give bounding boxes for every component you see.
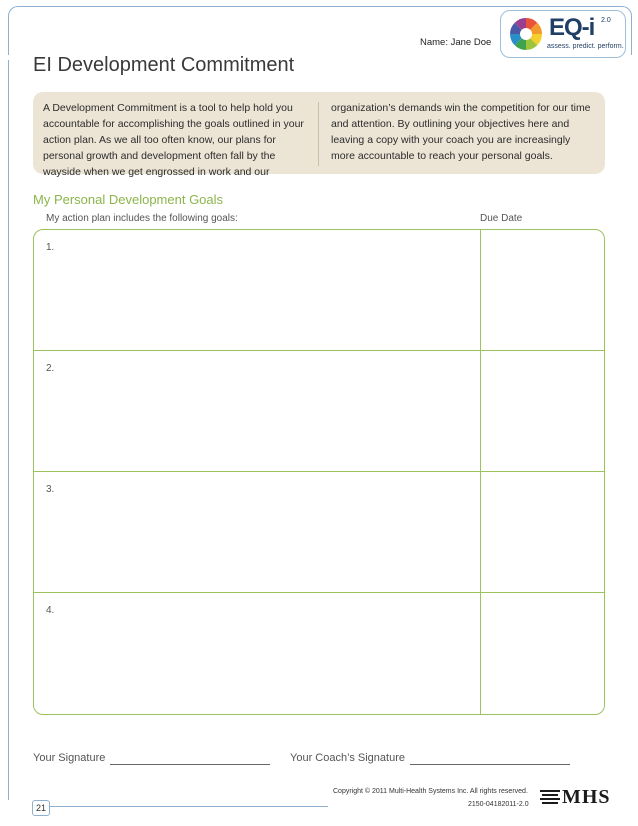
name-label: Name: Jane Doe <box>420 37 492 48</box>
copyright-text: Copyright © 2011 Multi-Health Systems Inc. All rights reserved. <box>333 788 528 795</box>
goal-row-divider <box>34 350 604 351</box>
logo-tagline: assess. predict. perform. <box>547 43 624 50</box>
left-frame-line <box>8 60 9 800</box>
page-title: EI Development Commitment <box>33 54 295 76</box>
intro-column-1: A Development Commitment is a tool to help hold you accountable for accomplishing the goals outlined in your action plan. As we all too often know, our plans for personal growth and development often fall by the wayside when we get engrossed in work and our <box>43 102 304 178</box>
due-date-label: Due Date <box>480 213 523 224</box>
goal-3-number[interactable]: 3. <box>46 484 55 495</box>
color-wheel-icon <box>509 17 543 51</box>
goal-4-number[interactable]: 4. <box>46 605 55 616</box>
coach-signature-label: Your Coach’s Signature <box>290 752 405 764</box>
logo-version: 2.0 <box>601 17 611 24</box>
intro-column-2: organization’s demands win the competition for our time and attention. By outlining your objectives here and leaving a copy with your coach you are increasingly more accountable to reach your personal goals. <box>331 102 591 162</box>
mhs-bars-icon <box>540 790 560 806</box>
goals-heading: My Personal Development Goals <box>33 192 224 207</box>
footer-line <box>50 806 328 807</box>
goal-1-number[interactable]: 1. <box>46 242 55 253</box>
intro-divider <box>318 102 319 166</box>
logo-brand: EQ-i <box>549 14 595 41</box>
page-number: 21 <box>32 800 50 816</box>
goals-table <box>33 229 605 715</box>
your-signature-label: Your Signature <box>33 752 106 764</box>
due-date-divider <box>480 230 481 714</box>
intro-box <box>33 92 605 178</box>
goal-row-divider <box>34 592 604 593</box>
your-signature-line[interactable] <box>110 764 270 765</box>
document-code: 2150-04182011-2.0 <box>468 801 529 808</box>
coach-signature-line[interactable] <box>410 764 570 765</box>
goal-row-divider <box>34 471 604 472</box>
eqi-logo <box>500 10 626 58</box>
goals-subheading: My action plan includes the following goals: <box>46 213 238 224</box>
mhs-logo <box>540 786 624 810</box>
goal-2-number[interactable]: 2. <box>46 363 55 374</box>
mhs-logo-text: MHS <box>562 786 611 808</box>
